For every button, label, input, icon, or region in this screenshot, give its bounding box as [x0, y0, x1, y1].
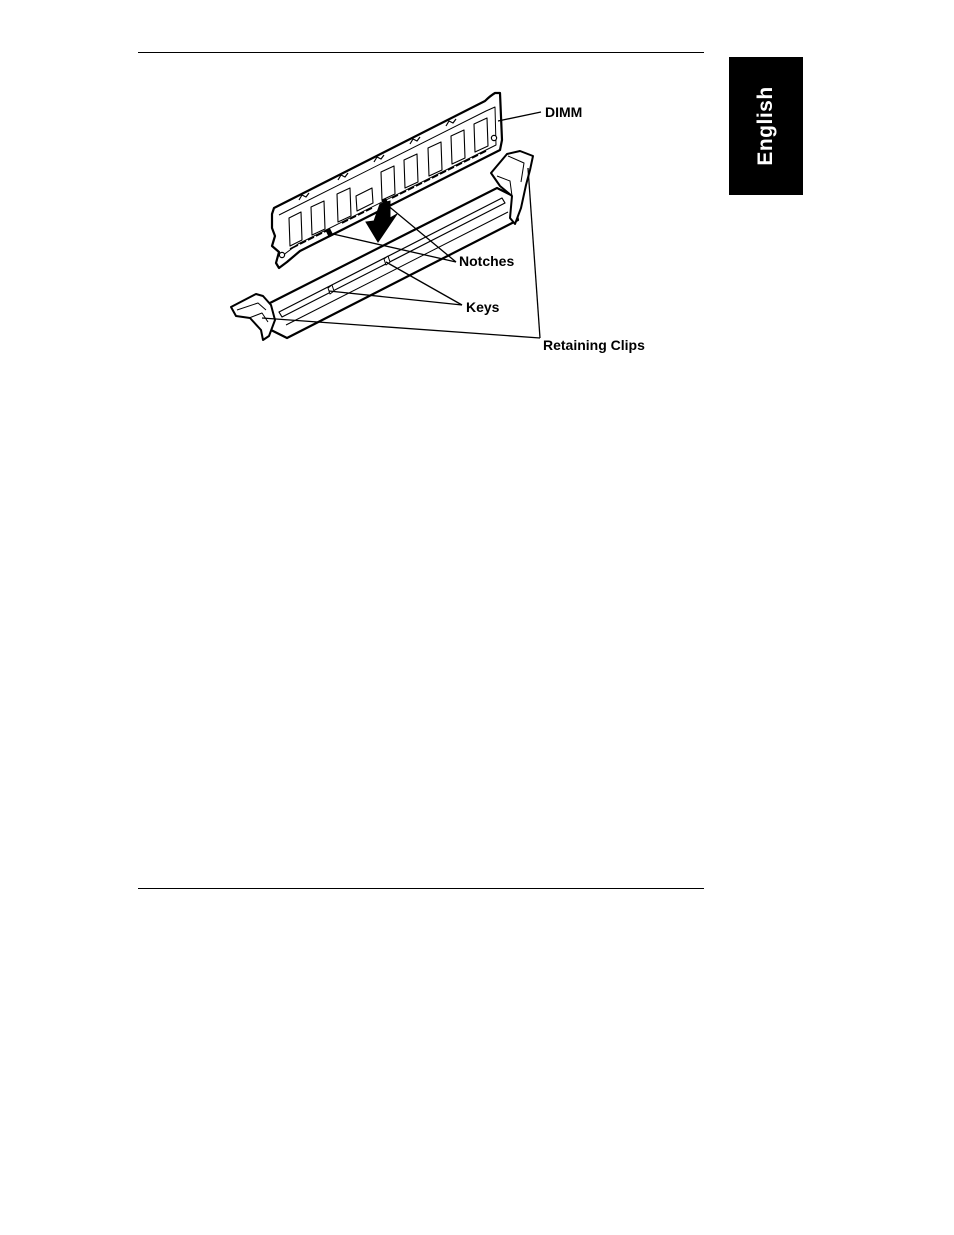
- retaining-clips-label: Retaining Clips: [543, 337, 645, 353]
- keys-label: Keys: [466, 299, 500, 315]
- language-tab-label: English: [754, 86, 777, 166]
- dimm-label: DIMM: [545, 104, 583, 120]
- footer-rule: [138, 888, 704, 889]
- notches-label: Notches: [459, 253, 515, 269]
- dimm-installation-diagram: [0, 0, 954, 400]
